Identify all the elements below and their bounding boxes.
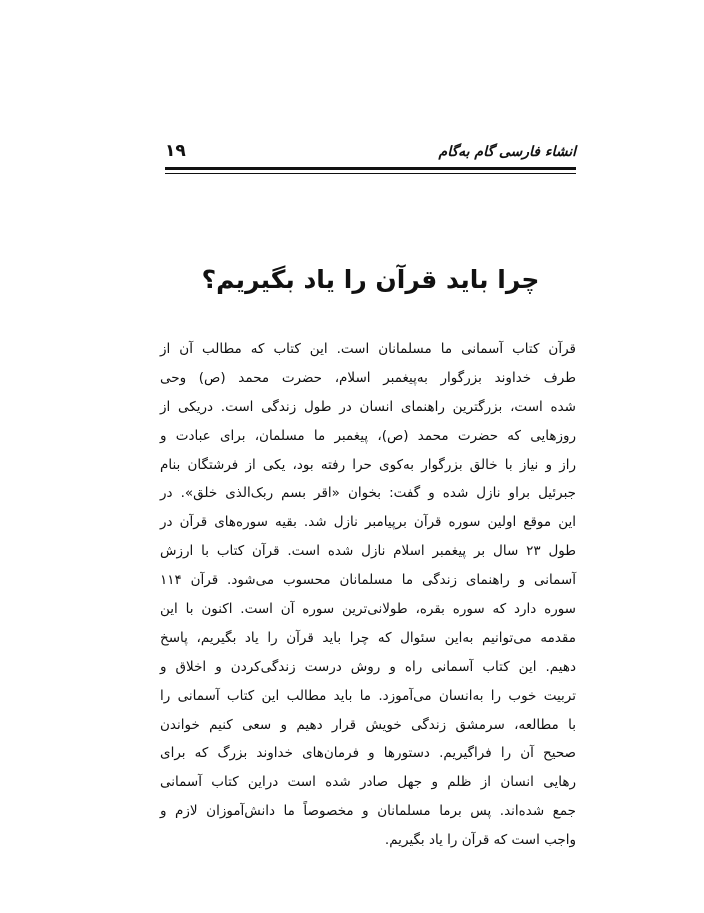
paragraph-line: تربیت خوب را به‌انسان می‌آموزد. ما باید مطالب این کتاب آسمانی را <box>160 687 576 704</box>
paragraph-line: صحیح آن را فراگیریم. دستورها و فرمان‌های خداوند بزرگ که برای <box>160 745 576 762</box>
paragraph-line: مقدمه می‌توانیم به‌این سئوال که چرا باید قرآن را یاد بگیریم، پاسخ <box>160 629 576 646</box>
paragraph-line: با مطالعه، سرمشق زندگی خویش قرار دهیم و سعی کنیم خواندن <box>160 716 576 733</box>
paragraph-line: آسمانی و راهنمای زندگی ما مسلمانان محسوب می‌شود. قرآن ۱۱۴ <box>160 572 576 589</box>
page-number: ۱۹ <box>165 141 186 161</box>
paragraph-line: جمع شده‌اند. پس برما مسلمانان و مخصوصاً ما دانش‌آموزان لازم و <box>160 803 576 820</box>
paragraph-line: سوره دارد که سوره بقره، طولانی‌ترین سوره آن است. اکنون با این <box>160 601 576 618</box>
paragraph-line: قرآن کتاب آسمانی ما مسلمانان است. این کتاب که مطالب آن از <box>160 341 576 357</box>
paragraph-line: روزهایی که حضرت محمد (ص)، پیغمبر ما مسلمان، برای عبادت و <box>160 427 576 444</box>
paragraph-line: راز و نیاز با خالق بزرگوار به‌کوی حرا رفته بود، یکی از فرشتگان بنام <box>160 456 576 473</box>
header-rule-thin <box>165 173 576 174</box>
paragraph-line: جبرئیل براو نازل شده و گفت: بخوان «اقر بسم ربک‌الذی خلق». در <box>160 485 576 502</box>
header-rule-thick <box>165 167 576 170</box>
paragraph-line: دهیم. این کتاب آسمانی راه و روش درست زندگی‌کردن و اخلاق و <box>160 658 576 675</box>
running-header <box>165 138 576 168</box>
paragraph-line: واجب است که قرآن را یاد بگیریم. <box>384 832 576 849</box>
paragraph-line: شده است، بزرگترین راهنمای انسان در طول زندگی است. دریکی از <box>160 398 576 415</box>
paragraph-line: طول ۲۳ سال بر پیغمبر اسلام نازل شده است. قرآن کتاب با ارزش <box>160 543 576 560</box>
chapter-title: چرا باید قرآن را یاد بگیریم؟ <box>201 265 540 294</box>
header-book-title: انشاء فارسی گام به‌گام <box>438 144 576 160</box>
body-paragraph <box>160 335 576 855</box>
paragraph-line: طرف خداوند بزرگوار به‌پیغمبر اسلام، حضرت محمد (ص) وحی <box>160 369 576 386</box>
paragraph-line: رهایی انسان از ظلم و جهل صادر شده است دراین کتاب آسمانی <box>160 774 576 791</box>
paragraph-line: این موقع اولین سوره قرآن برپیامبر نازل شد. بقیه سوره‌های قرآن در <box>160 514 576 531</box>
